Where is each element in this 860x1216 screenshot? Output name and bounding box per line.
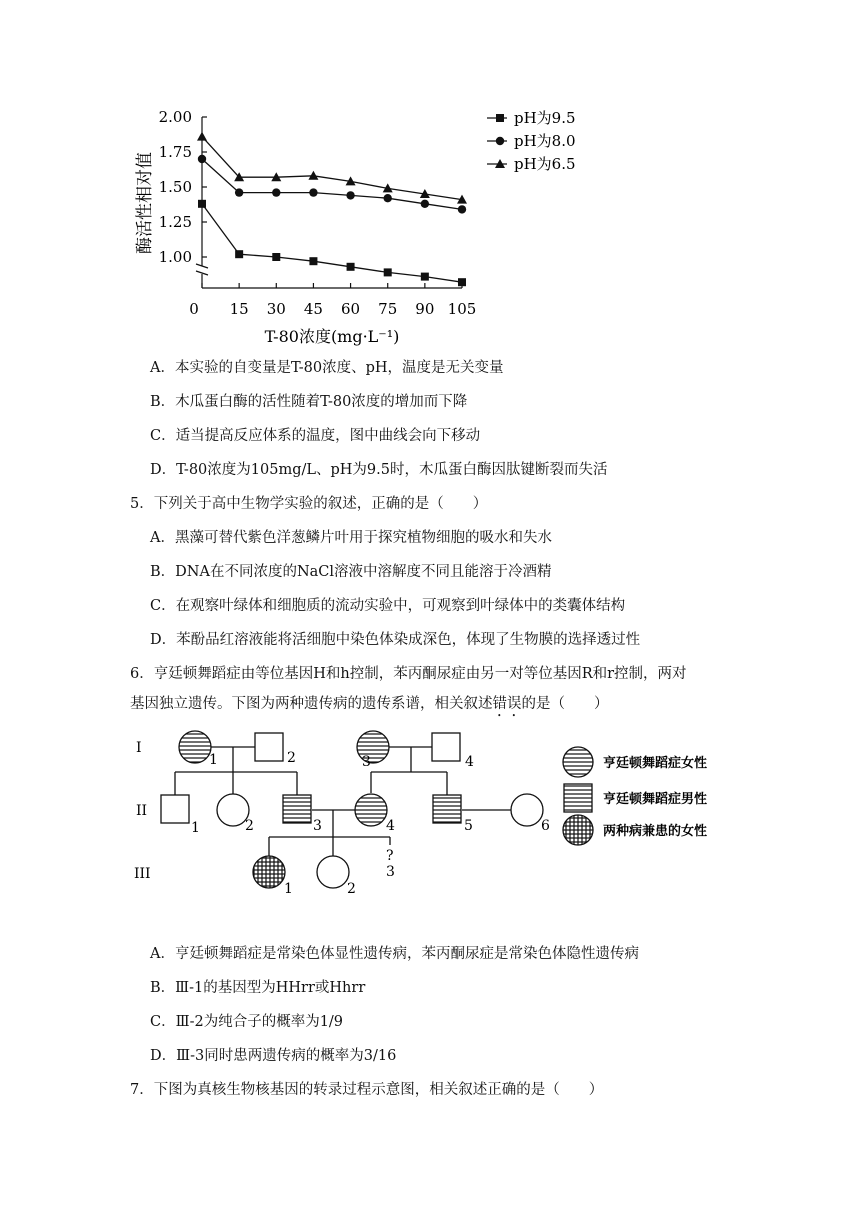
y-tick-label: 1.75 [158, 143, 192, 161]
q5-option-c: C．在观察叶绿体和细胞质的流动实验中，可观察到叶绿体中的类囊体结构 [150, 598, 626, 614]
pedigree-II3-affected-male [283, 795, 311, 823]
II3-number: 3 [313, 818, 322, 834]
data-point [347, 263, 355, 271]
q6-stem-post: 的是（ ） [521, 696, 609, 712]
pedigree-I2-male [255, 733, 283, 761]
x-tick-label: 30 [266, 300, 286, 318]
data-point [384, 268, 392, 276]
q5-stem: 5．下列关于高中生物学实验的叙述，正确的是（ ） [130, 496, 488, 512]
data-point [198, 200, 206, 208]
generation-III-label: III [134, 866, 151, 882]
q6-option-a: A．亨廷顿舞蹈症是常染色体显性遗传病，苯丙酮尿症是常染色体隐性遗传病 [150, 946, 639, 962]
q6-stem-line2 [130, 694, 609, 720]
data-point [272, 188, 280, 196]
series-line [202, 204, 462, 282]
q5-option-d: D．苯酚品红溶液能将活细胞中染色体染成深色，体现了生物膜的选择透过性 [150, 632, 641, 648]
data-point [346, 191, 354, 199]
legend-label: pH为6.5 [514, 155, 576, 173]
q4-option-a: A．本实验的自变量是T-80浓度、pH，温度是无关变量 [150, 360, 504, 376]
generation-II-label: II [136, 803, 148, 819]
pedigree-chart [0, 725, 860, 905]
legend-marker [496, 137, 504, 145]
legend-affected-male-label: 亨廷顿舞蹈症男性 [603, 792, 708, 807]
q6-stem-line1: 6．亨廷顿舞蹈症由等位基因H和h控制，苯丙酮尿症由另一对等位基因R和r控制，两对 [130, 666, 687, 682]
II5-number: 5 [464, 818, 473, 834]
III3-unknown-mark: ? [386, 848, 394, 864]
series-square [198, 200, 466, 286]
x-axis-label: T-80浓度(mg·L⁻¹) [264, 327, 400, 346]
legend-both-diseases-female-label: 两种病兼患的女性 [603, 824, 708, 839]
III2-number: 2 [347, 881, 356, 897]
II6-number: 6 [541, 818, 550, 834]
data-point [235, 188, 243, 196]
y-tick-label: 1.25 [158, 213, 192, 231]
legend-affected-female-symbol [563, 747, 593, 777]
data-point [309, 257, 317, 265]
I1-number: 1 [209, 752, 218, 768]
q6-option-d: D．Ⅲ-3同时患两遗传病的概率为3/16 [150, 1048, 397, 1064]
y-tick-label: 2.00 [158, 108, 192, 126]
legend-entry [487, 132, 576, 150]
I4-number: 4 [465, 754, 474, 770]
q6-stem-pre: 基因独立遗传。下图为两种遗传病的遗传系谱，相关叙述 [130, 696, 493, 712]
x-tick-label: 15 [229, 300, 249, 318]
q7-stem: 7．下图为真核生物核基因的转录过程示意图，相关叙述正确的是（ ） [130, 1082, 604, 1098]
data-point [384, 194, 392, 202]
pedigree-II5-affected-male [433, 795, 461, 823]
legend-entry [487, 109, 576, 127]
q4-option-b: B．木瓜蛋白酶的活性随着T-80浓度的增加而下降 [150, 394, 468, 410]
q6-option-c: C．Ⅲ-2为纯合子的概率为1/9 [150, 1014, 344, 1030]
data-point [235, 250, 243, 258]
data-point [272, 253, 280, 261]
x-tick-label: 105 [447, 300, 477, 318]
I2-number: 2 [287, 750, 296, 766]
x-tick-label: 60 [341, 300, 361, 318]
pedigree-II6-female [511, 794, 543, 826]
legend-affected-male-symbol [564, 784, 592, 812]
q4-option-c: C．适当提高反应体系的温度，图中曲线会向下移动 [150, 428, 481, 444]
data-point [421, 200, 429, 208]
q6-option-b: B．Ⅲ-1的基因型为HHrr或Hhrr [150, 980, 366, 996]
III3-number: 3 [386, 864, 395, 880]
q6-stem-emphasis: 错误 [492, 696, 522, 712]
pedigree-III1-both-diseases-female [253, 856, 285, 888]
pedigree-II4-affected-female [355, 794, 387, 826]
III1-number: 1 [284, 881, 293, 897]
legend-affected-female-label: 亨廷顿舞蹈症女性 [603, 756, 708, 771]
II4-number: 4 [386, 818, 395, 834]
y-tick-label: 1.50 [158, 178, 192, 196]
x-tick-label: 45 [303, 300, 323, 318]
II2-number: 2 [245, 818, 254, 834]
pedigree-III2-female [317, 856, 349, 888]
x-tick-label: 90 [415, 300, 435, 318]
II1-number: 1 [191, 820, 200, 836]
legend-both-diseases-female-symbol [563, 815, 593, 845]
x-tick-label: 0 [189, 300, 199, 318]
q5-option-a: A．黑藻可替代紫色洋葱鳞片叶用于探究植物细胞的吸水和失水 [150, 530, 552, 546]
y-axis-label: 酶活性相对值 [135, 152, 155, 254]
data-point [198, 155, 206, 163]
generation-I-label: I [136, 740, 142, 756]
q4-option-d: D．T-80浓度为105mg/L、pH为9.5时，木瓜蛋白酶因肽键断裂而失活 [150, 462, 608, 478]
I3-number: 3 [362, 754, 371, 770]
series-circle [198, 155, 466, 214]
data-point [197, 132, 207, 141]
data-point [458, 278, 466, 286]
enzyme-activity-line-chart [0, 0, 860, 350]
legend-marker [496, 114, 504, 122]
pedigree-I4-male [432, 733, 460, 761]
legend-label: pH为9.5 [514, 109, 576, 127]
pedigree-II1-male [161, 795, 189, 823]
y-axis-break [196, 264, 208, 275]
y-tick-label: 1.00 [158, 248, 192, 266]
pedigree-I1-affected-female [179, 731, 211, 763]
data-point [421, 273, 429, 281]
data-point [309, 188, 317, 196]
q5-option-b: B．DNA在不同浓度的NaCl溶液中溶解度不同且能溶于冷酒精 [150, 564, 552, 580]
x-tick-label: 75 [378, 300, 398, 318]
legend-entry [487, 155, 576, 173]
data-point [458, 205, 466, 213]
legend-label: pH为8.0 [514, 132, 576, 150]
